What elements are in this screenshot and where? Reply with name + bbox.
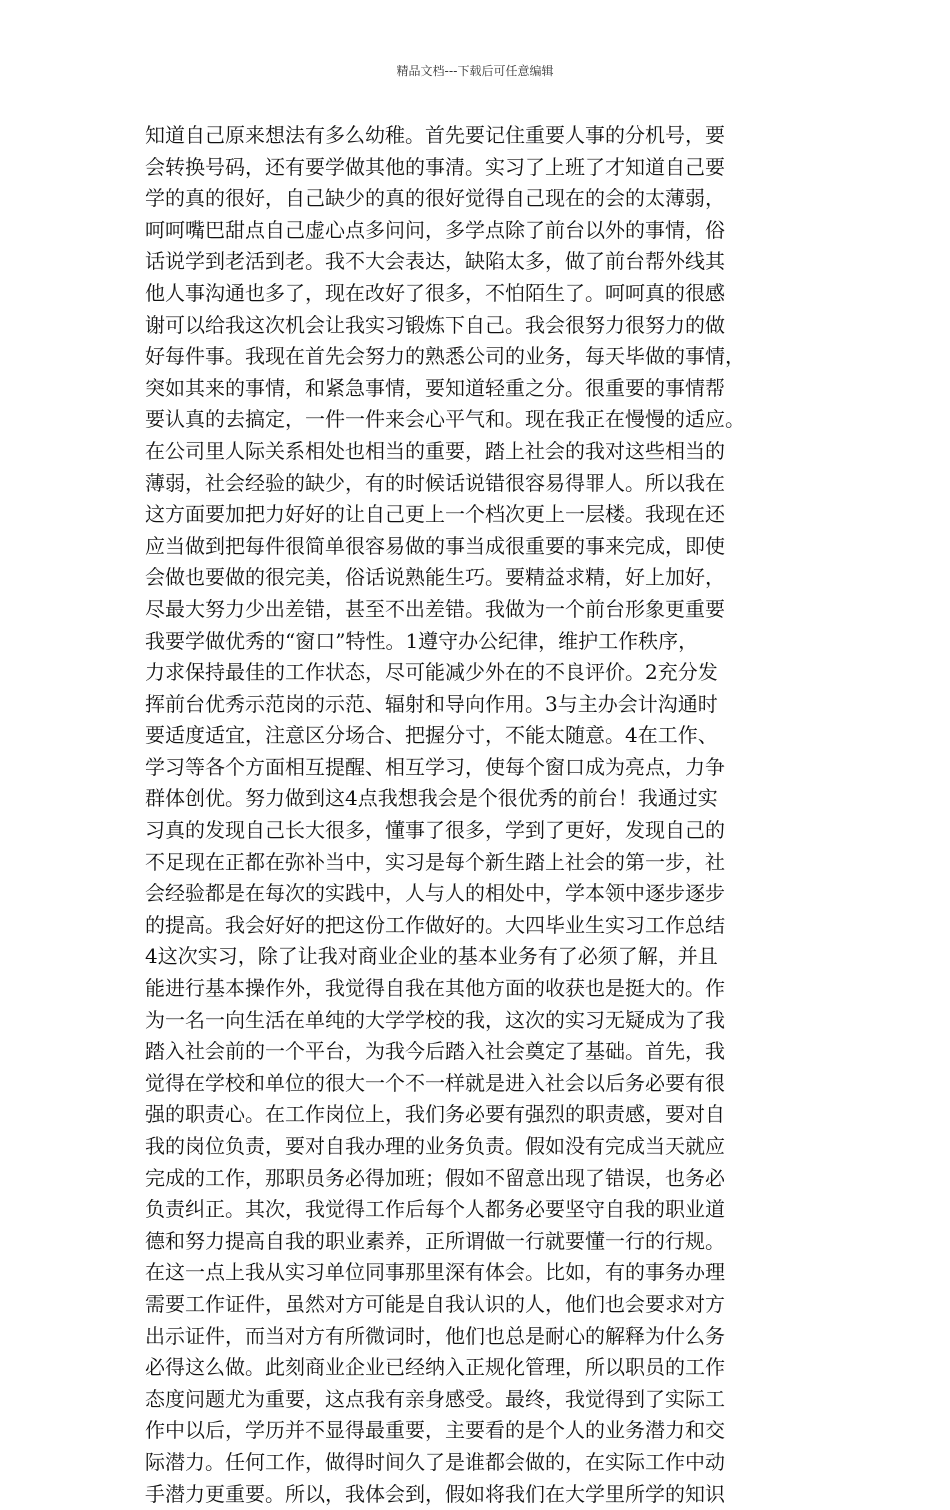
body-line: 为一名一向生活在单纯的大学学校的我，这次的实习无疑成为了我	[145, 1007, 725, 1032]
body-line: 的提高。我会好好的把这份工作做好的。大四毕业生实习工作总结	[145, 912, 725, 937]
body-line: 学的真的很好，自己缺少的真的很好觉得自己现在的会的太薄弱，	[145, 186, 725, 211]
body-line: 能进行基本操作外，我觉得自我在其他方面的收获也是挺大的。作	[145, 976, 725, 1001]
body-line: 我要学做优秀的“窗口”特性。1遵守办公纪律，维护工作秩序，	[145, 628, 699, 653]
body-line: 挥前台优秀示范岗的示范、辐射和导向作用。3与主办会计沟通时	[145, 691, 718, 716]
body-line: 我的岗位负责，要对自我办理的业务负责。假如没有完成当天就应	[145, 1134, 725, 1158]
body-line: 知道自己原来想法有多么幼稚。首先要记住重要人事的分机号，要	[145, 123, 725, 147]
body-line: 负责纠正。其次，我觉得工作后每个人都务必要坚守自我的职业道	[145, 1197, 725, 1222]
body-line: 会做也要做的很完美，俗话说熟能生巧。要精益求精，好上加好，	[145, 565, 725, 590]
body-line: 要认真的去搞定，一件一件来会心平气和。现在我正在慢慢的适应。	[145, 407, 745, 432]
body-line: 不足现在正都在弥补当中，实习是每个新生踏上社会的第一步，社	[145, 849, 725, 874]
body-line: 谢可以给我这次机会让我实习锻炼下自己。我会很努力很努力的做	[145, 312, 725, 337]
body-line: 作中以后，学历并不显得最重要，主要看的是个人的业务潜力和交	[145, 1418, 725, 1443]
body-line: 话说学到老活到老。我不大会表达，缺陷太多，做了前台帮外线其	[145, 249, 725, 274]
body-line: 际潜力。任何工作，做得时间久了是谁都会做的，在实际工作中动	[145, 1449, 725, 1474]
body-line: 4这次实习，除了让我对商业企业的基本业务有了必须了解，并且	[145, 944, 718, 969]
page-header: 精品文档---下载后可任意编辑	[396, 64, 554, 78]
body-line: 德和努力提高自我的职业素养，正所谓做一行就要懂一行的行规。	[145, 1228, 725, 1253]
body-line: 手潜力更重要。所以，我体会到，假如将我们在大学里所学的知识	[145, 1481, 725, 1506]
body-line: 好每件事。我现在首先会努力的熟悉公司的业务，每天毕做的事情，	[145, 344, 745, 369]
body-line: 在这一点上我从实习单位同事那里深有体会。比如，有的事务办理	[145, 1260, 725, 1285]
body-line: 踏入社会前的一个平台，为我今后踏入社会奠定了基础。首先，我	[145, 1039, 725, 1064]
body-line: 学习等各个方面相互提醒、相互学习，使每个窗口成为亮点，力争	[145, 754, 725, 779]
body-line: 强的职责心。在工作岗位上，我们务必要有强烈的职责感，要对自	[145, 1102, 725, 1127]
body-line: 应当做到把每件很简单很容易做的事当成很重要的事来完成，即使	[145, 533, 725, 558]
body-line: 薄弱，社会经验的缺少，有的时候话说错很容易得罪人。所以我在	[145, 470, 725, 495]
body-line: 他人事沟通也多了，现在改好了很多，不怕陌生了。呵呵真的很感	[145, 280, 725, 305]
body-line: 这方面要加把力好好的让自己更上一个档次更上一层楼。我现在还	[145, 502, 725, 527]
body-line: 态度问题尤为重要，这点我有亲身感受。最终，我觉得到了实际工	[145, 1386, 725, 1411]
body-line: 习真的发现自己长大很多，懂事了很多，学到了更好，发现自己的	[145, 818, 725, 843]
body-line: 呵呵嘴巴甜点自己虚心点多问问，多学点除了前台以外的事情，俗	[145, 217, 725, 242]
body-line: 出示证件，而当对方有所微词时，他们也总是耐心的解释为什么务	[145, 1323, 725, 1348]
body-line: 必得这么做。此刻商业企业已经纳入正规化管理，所以职员的工作	[145, 1355, 725, 1380]
body-line: 突如其来的事情，和紧急事情，要知道轻重之分。很重要的事情帮	[145, 375, 725, 400]
document-body	[145, 120, 815, 1510]
body-line: 完成的工作，那职员务必得加班；假如不留意出现了错误，也务必	[145, 1165, 725, 1190]
body-line: 尽最大努力少出差错，甚至不出差错。我做为一个前台形象更重要	[145, 596, 725, 621]
body-line: 在公司里人际关系相处也相当的重要，踏上社会的我对这些相当的	[145, 438, 725, 463]
body-line: 群体创优。努力做到这4点我想我会是个很优秀的前台！我通过实	[145, 786, 718, 811]
body-line: 需要工作证件，虽然对方可能是自我认识的人，他们也会要求对方	[145, 1291, 725, 1316]
body-line: 会转换号码，还有要学做其他的事清。实习了上班了才知道自己要	[145, 154, 725, 179]
body-line: 力求保持最佳的工作状态，尽可能减少外在的不良评价。2充分发	[145, 660, 718, 685]
body-line: 觉得在学校和单位的很大一个不一样就是进入社会以后务必要有很	[145, 1070, 725, 1095]
body-line: 要适度适宜，注意区分场合、把握分寸，不能太随意。4在工作、	[145, 723, 718, 748]
body-line: 会经验都是在每次的实践中，人与人的相处中，学本领中逐步逐步	[145, 881, 725, 906]
